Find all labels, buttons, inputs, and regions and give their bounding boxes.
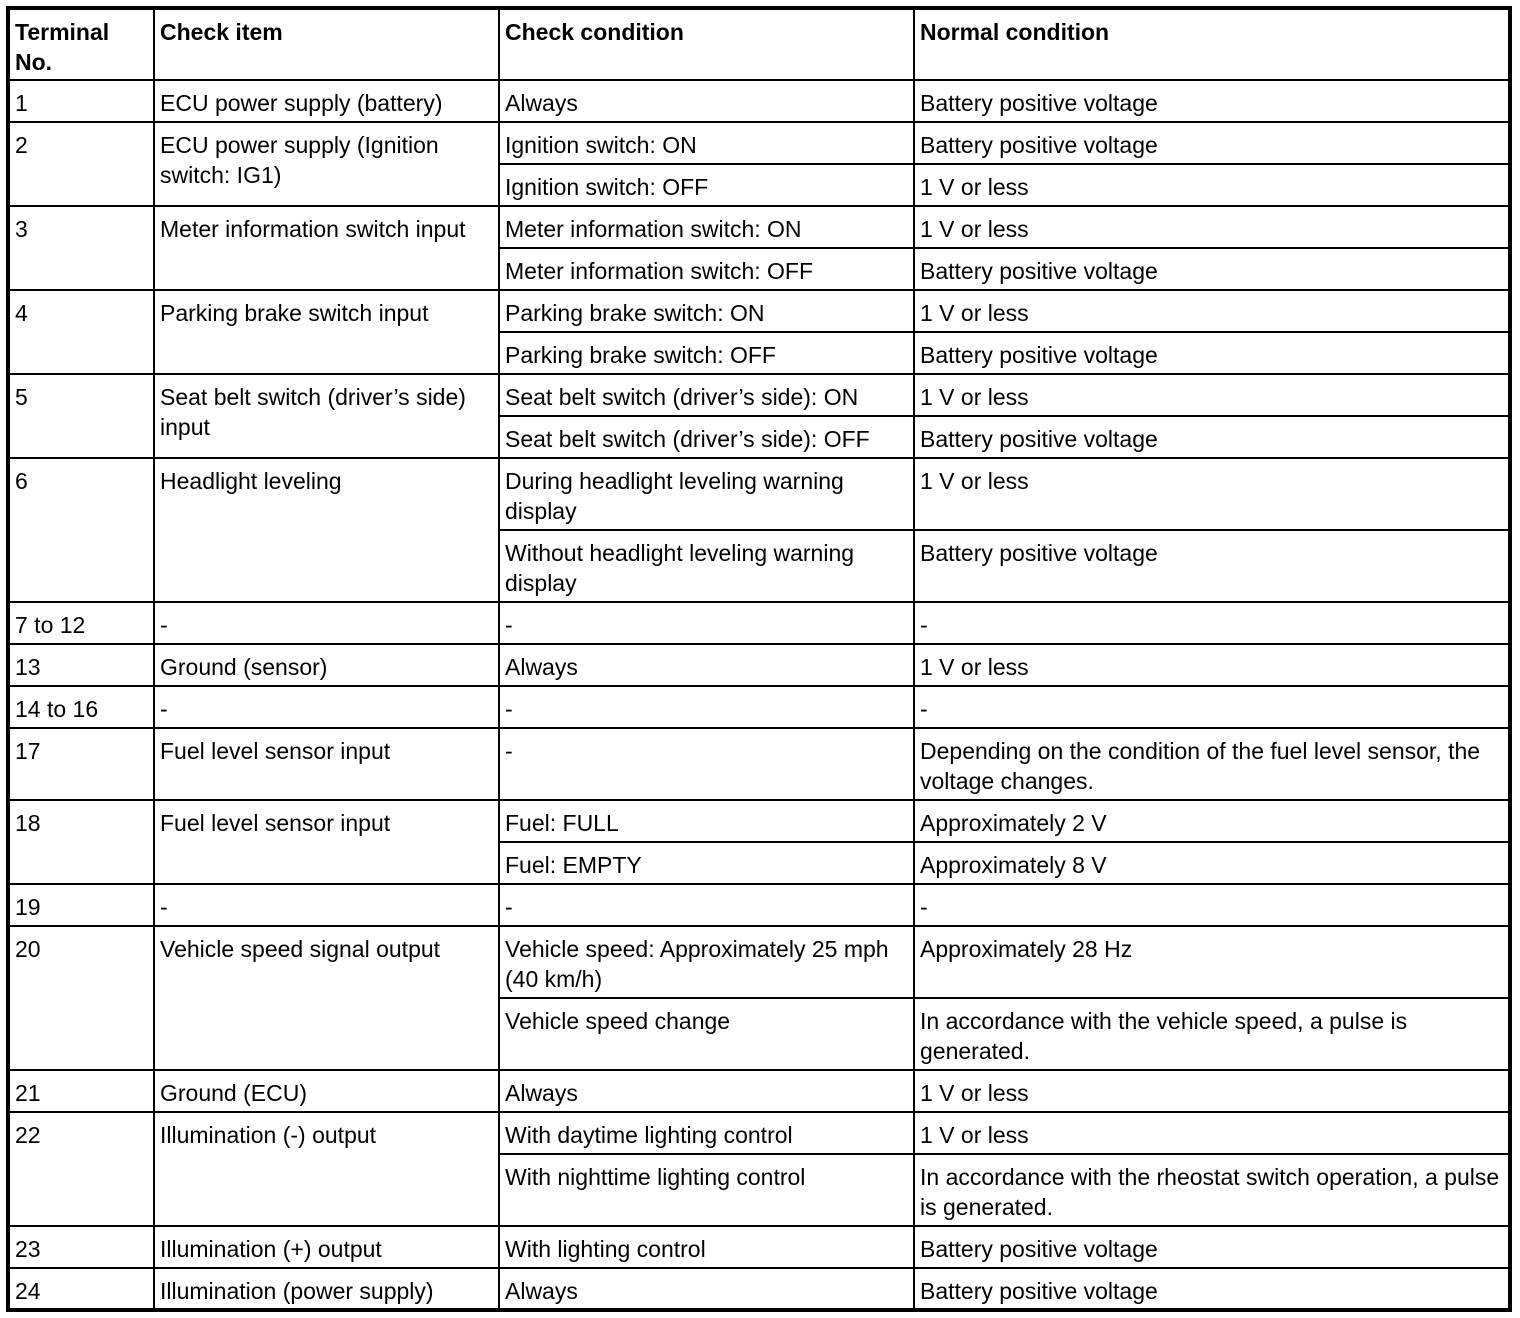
- check-condition-cell: Always: [499, 1070, 914, 1112]
- check-condition-cell: -: [499, 728, 914, 800]
- normal-condition-cell: Battery positive voltage: [914, 122, 1510, 164]
- terminal-no-cell: 23: [8, 1226, 154, 1268]
- check-item-cell: ECU power supply (battery): [154, 80, 499, 122]
- check-condition-cell: -: [499, 602, 914, 644]
- terminal-no-cell: 5: [8, 374, 154, 458]
- normal-condition-cell: 1 V or less: [914, 374, 1510, 416]
- normal-condition-cell: Battery positive voltage: [914, 1268, 1510, 1310]
- header-row: [8, 8, 1510, 80]
- check-item-cell: Ground (sensor): [154, 644, 499, 686]
- table-row: [8, 206, 1510, 248]
- terminal-no-cell: 6: [8, 458, 154, 602]
- check-item-cell: Illumination (power supply): [154, 1268, 499, 1310]
- terminal-no-cell: 13: [8, 644, 154, 686]
- table-row: [8, 644, 1510, 686]
- normal-condition-cell: Approximately 28 Hz: [914, 926, 1510, 998]
- check-condition-cell: Parking brake switch: ON: [499, 290, 914, 332]
- check-condition-cell: Seat belt switch (driver’s side): OFF: [499, 416, 914, 458]
- terminal-no-cell: 2: [8, 122, 154, 206]
- check-item-cell: Meter information switch input: [154, 206, 499, 290]
- check-item-cell: Ground (ECU): [154, 1070, 499, 1112]
- terminal-no-cell: 7 to 12: [8, 602, 154, 644]
- table-body: [8, 80, 1510, 1310]
- normal-condition-cell: 1 V or less: [914, 164, 1510, 206]
- table-row: [8, 1070, 1510, 1112]
- check-condition-cell: With daytime lighting control: [499, 1112, 914, 1154]
- normal-condition-cell: Depending on the condition of the fuel level sensor, the voltage changes.: [914, 728, 1510, 800]
- normal-condition-cell: 1 V or less: [914, 290, 1510, 332]
- header-check-condition: Check condition: [499, 8, 914, 80]
- table-row: [8, 80, 1510, 122]
- check-item-cell: Illumination (+) output: [154, 1226, 499, 1268]
- normal-condition-cell: Approximately 2 V: [914, 800, 1510, 842]
- terminal-no-cell: 1: [8, 80, 154, 122]
- table-row: [8, 1226, 1510, 1268]
- terminal-no-cell: 21: [8, 1070, 154, 1112]
- normal-condition-cell: Battery positive voltage: [914, 530, 1510, 602]
- normal-condition-cell: -: [914, 686, 1510, 728]
- check-condition-cell: -: [499, 884, 914, 926]
- check-condition-cell: With nighttime lighting control: [499, 1154, 914, 1226]
- terminal-no-cell: 20: [8, 926, 154, 1070]
- check-item-cell: ECU power supply (Ignition switch: IG1): [154, 122, 499, 206]
- table-row: [8, 374, 1510, 416]
- check-condition-cell: Always: [499, 1268, 914, 1310]
- normal-condition-cell: Battery positive voltage: [914, 1226, 1510, 1268]
- check-item-cell: -: [154, 884, 499, 926]
- normal-condition-cell: In accordance with the vehicle speed, a pulse is generated.: [914, 998, 1510, 1070]
- terminal-no-cell: 4: [8, 290, 154, 374]
- check-item-cell: -: [154, 686, 499, 728]
- normal-condition-cell: 1 V or less: [914, 1070, 1510, 1112]
- terminal-no-cell: 18: [8, 800, 154, 884]
- check-condition-cell: -: [499, 686, 914, 728]
- normal-condition-cell: Battery positive voltage: [914, 80, 1510, 122]
- normal-condition-cell: Battery positive voltage: [914, 248, 1510, 290]
- terminal-no-cell: 22: [8, 1112, 154, 1226]
- table-row: [8, 1112, 1510, 1154]
- check-condition-cell: Always: [499, 644, 914, 686]
- header-check-item: Check item: [154, 8, 499, 80]
- check-condition-cell: With lighting control: [499, 1226, 914, 1268]
- normal-condition-cell: -: [914, 602, 1510, 644]
- check-condition-cell: Always: [499, 80, 914, 122]
- check-condition-cell: Parking brake switch: OFF: [499, 332, 914, 374]
- check-item-cell: Illumination (-) output: [154, 1112, 499, 1226]
- table-row: [8, 602, 1510, 644]
- check-condition-cell: Meter information switch: ON: [499, 206, 914, 248]
- table-row: [8, 926, 1510, 998]
- table-row: [8, 728, 1510, 800]
- normal-condition-cell: 1 V or less: [914, 644, 1510, 686]
- table-row: [8, 800, 1510, 842]
- terminal-no-cell: 17: [8, 728, 154, 800]
- header-normal-condition: Normal condition: [914, 8, 1510, 80]
- check-item-cell: Headlight leveling: [154, 458, 499, 602]
- check-condition-cell: Ignition switch: ON: [499, 122, 914, 164]
- normal-condition-cell: 1 V or less: [914, 1112, 1510, 1154]
- check-condition-cell: Fuel: FULL: [499, 800, 914, 842]
- normal-condition-cell: Battery positive voltage: [914, 332, 1510, 374]
- normal-condition-cell: Battery positive voltage: [914, 416, 1510, 458]
- check-item-cell: Seat belt switch (driver’s side) input: [154, 374, 499, 458]
- table-row: [8, 884, 1510, 926]
- table-row: [8, 686, 1510, 728]
- normal-condition-cell: 1 V or less: [914, 206, 1510, 248]
- table-row: [8, 290, 1510, 332]
- normal-condition-cell: Approximately 8 V: [914, 842, 1510, 884]
- check-item-cell: Parking brake switch input: [154, 290, 499, 374]
- check-item-cell: Vehicle speed signal output: [154, 926, 499, 1070]
- check-item-cell: -: [154, 602, 499, 644]
- table-row: [8, 1268, 1510, 1310]
- check-condition-cell: Without headlight leveling warning display: [499, 530, 914, 602]
- check-condition-cell: Seat belt switch (driver’s side): ON: [499, 374, 914, 416]
- terminal-check-table: [6, 6, 1512, 1312]
- terminal-no-cell: 19: [8, 884, 154, 926]
- check-condition-cell: Vehicle speed: Approximately 25 mph (40 km/h): [499, 926, 914, 998]
- check-condition-cell: Fuel: EMPTY: [499, 842, 914, 884]
- check-condition-cell: Vehicle speed change: [499, 998, 914, 1070]
- terminal-no-cell: 24: [8, 1268, 154, 1310]
- table-row: [8, 122, 1510, 164]
- normal-condition-cell: 1 V or less: [914, 458, 1510, 530]
- header-terminal-no: Terminal No.: [8, 8, 154, 80]
- terminal-no-cell: 3: [8, 206, 154, 290]
- normal-condition-cell: -: [914, 884, 1510, 926]
- check-item-cell: Fuel level sensor input: [154, 800, 499, 884]
- table-row: [8, 458, 1510, 530]
- normal-condition-cell: In accordance with the rheostat switch operation, a pulse is generated.: [914, 1154, 1510, 1226]
- terminal-no-cell: 14 to 16: [8, 686, 154, 728]
- check-condition-cell: Ignition switch: OFF: [499, 164, 914, 206]
- check-item-cell: Fuel level sensor input: [154, 728, 499, 800]
- check-condition-cell: Meter information switch: OFF: [499, 248, 914, 290]
- check-condition-cell: During headlight leveling warning display: [499, 458, 914, 530]
